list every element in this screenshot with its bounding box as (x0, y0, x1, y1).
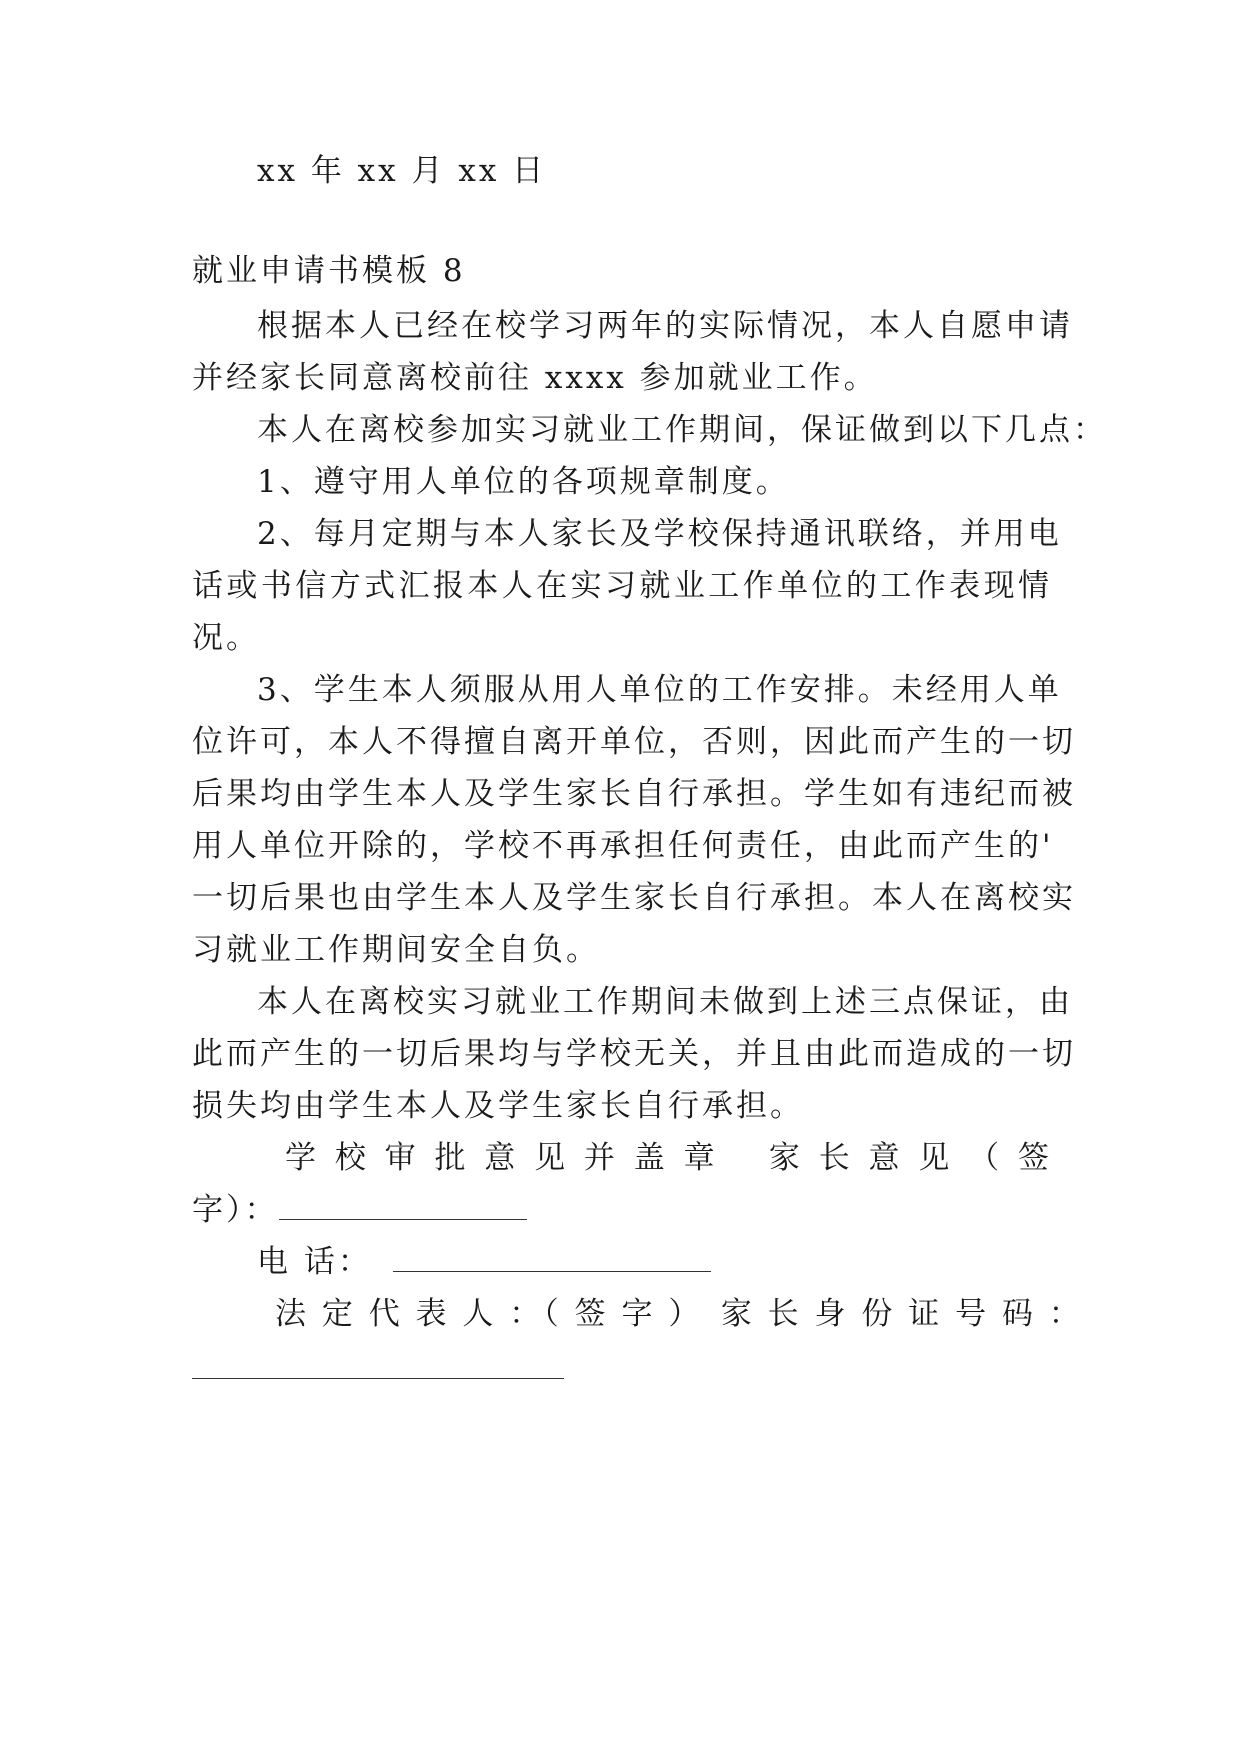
parent-signature-blank[interactable] (279, 1191, 527, 1220)
phone-line (257, 1242, 1052, 1282)
paragraph-3-line-2: 此而产生的一切后果均与学校无关，并且由此而造成的一切 (192, 1036, 1076, 1072)
list-item-3-line-6: 习就业工作期间安全自负。 (192, 932, 600, 968)
signature-line-2 (192, 1190, 1052, 1230)
paragraph-3-line-1: 本人在离校实习就业工作期间未做到上述三点保证，由 (257, 984, 1073, 1020)
list-item-3-line-4: 用人单位开除的，学校不再承担任何责任，由此而产生的' (192, 828, 1054, 864)
signature-line-3: 法 定 代 表 人 ：（ 签 字 ） 家 长 身 份 证 号 码 ： (275, 1296, 1083, 1332)
list-item-2-line-1: 2、每月定期与本人家长及学校保持通讯联络，并用电 (257, 516, 1062, 552)
list-item-1: 1、遵守用人单位的各项规章制度。 (257, 464, 790, 500)
date-line: xx 年 xx 月 xx 日 (257, 153, 547, 189)
list-item-3-line-1: 3、学生本人须服从用人单位的工作安排。未经用人单 (257, 672, 1062, 708)
signature-parent-label: 字）： (192, 1192, 279, 1228)
paragraph-3-line-3: 损失均由学生本人及学生家长自行承担。 (192, 1088, 804, 1124)
signature-line-1: 学 校 审 批 意 见 并 盖 章 家 长 意 见 （ 签 (285, 1140, 1052, 1176)
phone-blank[interactable] (393, 1243, 711, 1272)
list-item-3-line-2: 位许可，本人不得擅自离开单位，否则，因此而产生的一切 (192, 724, 1076, 760)
list-item-2-line-3: 况。 (192, 620, 260, 656)
id-number-blank[interactable] (192, 1378, 564, 1379)
paragraph-1-line-1: 根据本人已经在校学习两年的实际情况，本人自愿申请 (257, 308, 1073, 344)
phone-label: 电 话： (257, 1244, 372, 1280)
list-item-2-line-2: 话或书信方式汇报本人在实习就业工作单位的工作表现情 (192, 568, 1052, 604)
list-item-3-line-3: 后果均由学生本人及学生家长自行承担。学生如有违纪而被 (192, 776, 1076, 812)
list-item-3-line-5: 一切后果也由学生本人及学生家长自行承担。本人在离校实 (192, 880, 1076, 916)
paragraph-1-line-2: 并经家长同意离校前往 xxxx 参加就业工作。 (192, 360, 878, 396)
document-title: 就业申请书模板 8 (192, 253, 466, 289)
paragraph-2-line-1: 本人在离校参加实习就业工作期间，保证做到以下几点： (257, 412, 1107, 448)
